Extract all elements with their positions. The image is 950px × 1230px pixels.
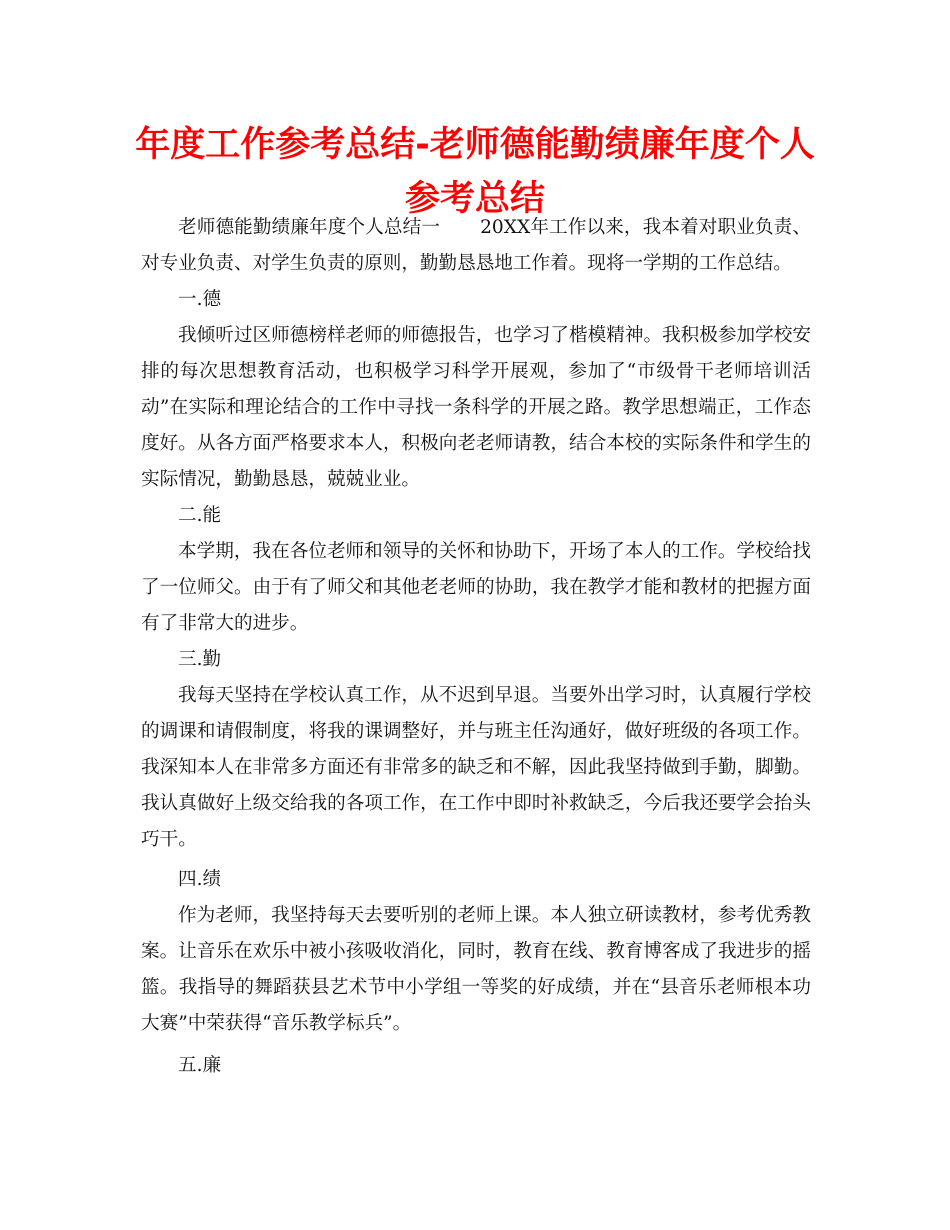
- document-title: 年度工作参考总结-老师德能勤绩廉年度个人参考总结: [135, 125, 815, 219]
- document-body: [141, 210, 811, 1084]
- section-heading-qin: 三.勤: [178, 649, 222, 670]
- section-text-qin: 我每天坚持在学校认真工作，从不迟到早退。当要外出学习时，认真履行学校的调课和请假制度，将我的课调整好，并与班主任沟通好，做好班级的各项工作。我深知本人在非常多方面还有非常多的缺乏和不解，因此我坚持做到手勤，脚勤。我认真做好上级交给我的各项工作，在工作中即时补救缺乏，今后我还要学会抬头巧干。: [141, 685, 811, 850]
- intro-paragraph: [141, 210, 811, 282]
- section-heading-ji: 四.绩: [178, 869, 222, 890]
- section-text-ji: 作为老师，我坚持每天去要听别的老师上课。本人独立研读教材，参考优秀教案。让音乐在欢乐中被小孩吸收消化，同时，教育在线、教育博客成了我进步的摇篮。我指导的舞蹈获县艺术节中小学组一等奖的好成绩，并在“县音乐老师根本功大赛”中荣获得“音乐教学标兵”。: [141, 905, 811, 1034]
- section-heading-de: 一.德: [178, 289, 222, 310]
- intro-label: 老师德能勤绩廉年度个人总结一: [178, 217, 441, 238]
- intro-text: 20XX年工作以来，我本着对职业负责、对专业负责、对学生负责的原则，勤勤恳恳地工作着。现将一学期的工作总结。: [141, 217, 811, 274]
- section-text-de: 我倾听过区师德榜样老师的师德报告，也学习了楷模精神。我积极参加学校安排的每次思想教育活动，也积极学习科学开展观，参加了“市级骨干老师培训活动”在实际和理论结合的工作中寻找一条科学的开展之路。教学思想端正，工作态度好。从各方面严格要求本人，积极向老老师请教，结合本校的实际条件和学生的实际情况，勤勤恳恳，兢兢业业。: [141, 325, 811, 490]
- section-heading-lian: 五.廉: [178, 1055, 222, 1076]
- section-heading-neng: 二.能: [178, 505, 222, 526]
- section-text-neng: 本学期，我在各位老师和领导的关怀和协助下，开场了本人的工作。学校给找了一位师父。由于有了师父和其他老老师的协助，我在教学才能和教材的把握方面有了非常大的进步。: [141, 541, 811, 634]
